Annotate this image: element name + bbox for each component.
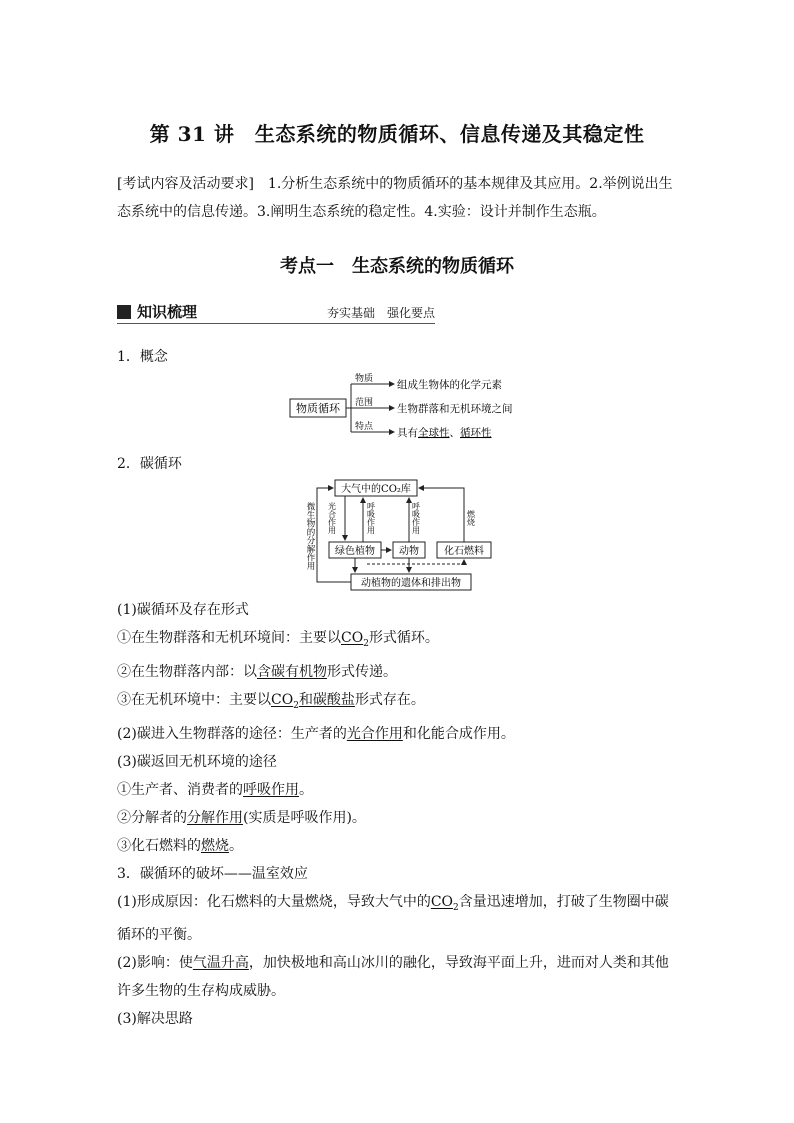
burning-arrow (419, 488, 464, 542)
burning-label: 燃烧 (466, 510, 476, 526)
carbon-s3b: ②分解者的分解作用(实质是呼吸作用)。 (117, 809, 366, 826)
banner-subtitle: 夯实基础 强化要点 (326, 306, 435, 320)
concept-heading: 1．概念 (117, 349, 168, 365)
banner-rule (117, 323, 435, 324)
requirements-label: [考试内容及活动要求] (117, 176, 254, 192)
carbon-s3c: ③化石燃料的燃烧。 (117, 837, 243, 854)
requirements-text: 1.分析生态系统中的物质循环的基本规律及其应用。2.举例说出生态系统中的信息传递。3.阐明生态系统的稳定性。4.实验：设计并制作生态瓶。 (117, 176, 673, 220)
concept-diagram (285, 368, 515, 444)
animal-label: 动物 (399, 546, 419, 557)
carbon-s1-heading: (1)碳循环及存在形式 (117, 602, 249, 618)
knowledge-banner (117, 300, 435, 324)
photosynthesis-label: 光合作用 (327, 502, 337, 534)
section-title: 考点一 生态系统的物质循环 (280, 256, 514, 277)
branch-text-feature: 具有全球性、循环性 (397, 427, 492, 439)
greenhouse-g1: (1)形成原因：化石燃料的大量燃烧，导致大气中的$CO_2$含量迅速增加，打破了生物圈中碳循环的平衡。 (117, 893, 669, 944)
plant-respiration-label: 呼吸作用 (366, 502, 376, 534)
square-icon (117, 305, 131, 319)
branch-label-material: 物质 (355, 374, 374, 384)
fossil-label: 化石燃料 (444, 546, 484, 557)
branch-label-scope: 范围 (355, 398, 374, 408)
branch-text-material: 组成生物体的化学元素 (397, 379, 502, 391)
banner-label: 知识梳理 (137, 303, 198, 321)
carbon-heading: 2．碳循环 (117, 456, 182, 472)
page-title: 第 31 讲 生态系统的物质循环、信息传递及其稳定性 (149, 122, 645, 146)
carbon-s1b: ②在生物群落内部：以含碳有机物形式传递。 (117, 663, 397, 680)
branch-text-scope: 生物群落和无机环境之间 (397, 403, 513, 415)
fossilization-arrow (367, 560, 464, 564)
greenhouse-g3: (3)解决思路 (117, 1011, 193, 1028)
greenhouse-g2: (2)影响：使气温升高，加快极地和高山冰川的融化，导致海平面上升，进而对人类和其他许多生物的生存构成威胁。 (117, 955, 669, 1000)
carbon-s3-heading: (3)碳返回无机环境的途径 (117, 753, 277, 770)
plant-label: 绿色植物 (335, 546, 375, 557)
carbon-s3a: ①生产者、消费者的呼吸作用。 (117, 781, 313, 798)
carbon-s1c: ③在无机环境中：主要以$CO_2$和碳酸盐形式存在。 (117, 691, 425, 711)
branch-label-feature: 特点 (355, 422, 374, 432)
concept-center-label: 物质循环 (296, 402, 340, 415)
carbon-cycle-diagram (295, 474, 515, 596)
carbon-s2: (2)碳进入生物群落的途径：生产者的光合作用和化能合成作用。 (117, 725, 515, 742)
microbe-label: 微生物的分解作用 (305, 502, 315, 570)
remains-label: 动植物的遗体和排出物 (361, 578, 461, 589)
exam-requirements (117, 170, 682, 226)
greenhouse-heading: 3．碳循环的破坏——温室效应 (117, 865, 308, 882)
carbon-s1a: ①在生物群落和无机环境间：主要以$CO_2$形式循环。 (117, 630, 439, 649)
animal-respiration-label: 呼吸作用 (411, 502, 421, 534)
atmosphere-label: 大气中的CO₂库 (341, 484, 411, 495)
carbon-section-1 (117, 596, 682, 1033)
